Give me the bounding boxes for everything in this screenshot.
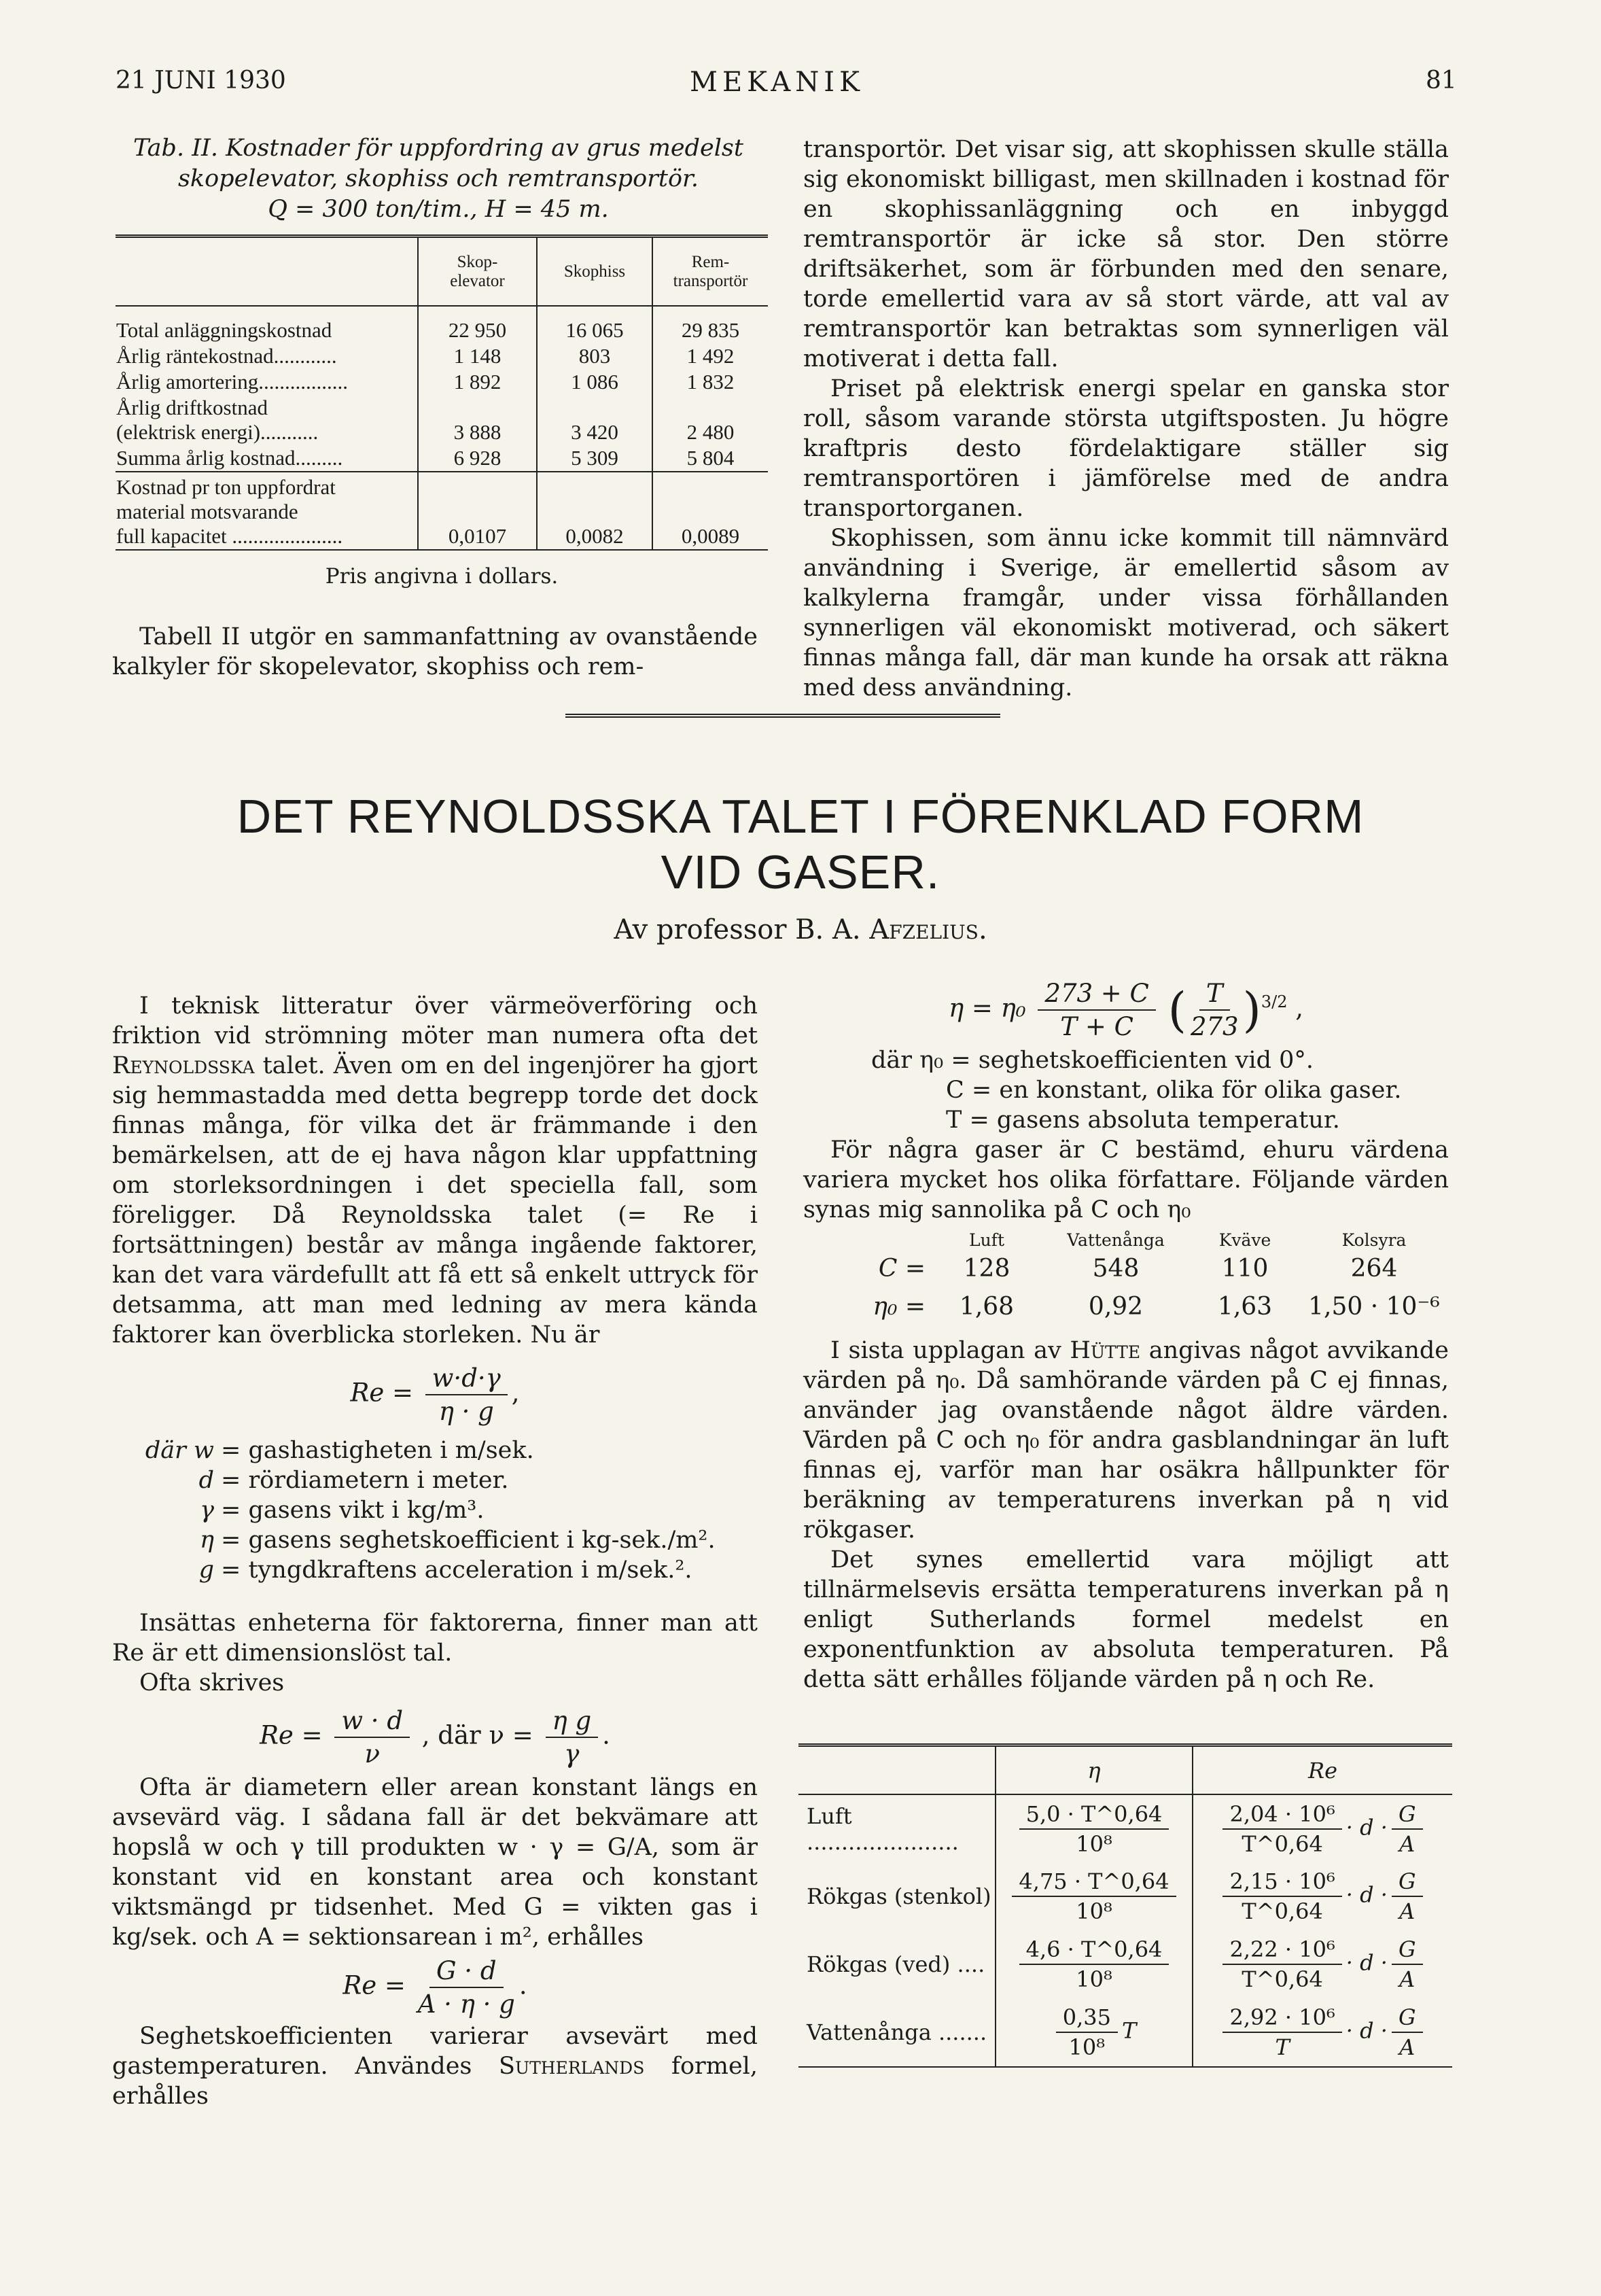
- eta-value: 1,63: [1217, 1293, 1273, 1321]
- multiplier: · d ·: [1345, 2017, 1388, 2044]
- definition-item: [112, 1465, 758, 1495]
- text-span: angivas något avvikande värden på η₀. Då samhörande värden på C ej finnas, använder jag ovanstående något äldre värden. Värden på C och η₀ för andra gasblandningar än luft finnas ej, varför man har osäkra hållpunkter för beräkning av temperaturens inverkan på η vid rökgaser.: [803, 1337, 1449, 1544]
- table2-note: Pris angivna i dollars.: [325, 564, 559, 589]
- equation-re-g: Re = $\frac{G \cdot d}{A \cdot \eta \cdot g}$ .: [342, 1956, 527, 2019]
- symbol: d: [198, 1467, 214, 1494]
- eta-value: 1,68: [959, 1293, 1015, 1321]
- table-row: [798, 1862, 1452, 1930]
- cell-value: 1 492: [686, 344, 735, 368]
- definition: = tyngdkraftens acceleration i m/sek.².: [221, 1556, 692, 1584]
- numerator: 4,6 · T^0,64: [1019, 1936, 1169, 1965]
- gas-header: Kolsyra: [1341, 1230, 1407, 1250]
- table-row: [116, 472, 768, 550]
- table-row: [116, 343, 768, 369]
- text-span: I sista upplagan av: [830, 1337, 1070, 1364]
- denominator: A: [1399, 1830, 1415, 1857]
- header-date: 21 JUNI 1930: [116, 67, 286, 94]
- table-row: [798, 1794, 1452, 1862]
- term-reynoldsska: Reynoldsska: [112, 1052, 255, 1079]
- definition-item: [112, 1436, 758, 1465]
- cell-value: 5 804: [686, 446, 735, 470]
- definition-item: T = gasens absoluta temperatur.: [946, 1107, 1340, 1134]
- cell-value: 1 148: [418, 343, 537, 369]
- fraction: [1012, 1868, 1176, 1924]
- paragraph: Ofta skrives: [139, 1669, 285, 1697]
- cell-value: 16 065: [537, 317, 652, 343]
- denominator: η · g: [438, 1397, 494, 1426]
- cell-value: 2 480: [686, 420, 735, 444]
- denominator: 10⁸: [1076, 1898, 1112, 1924]
- exponent: 3/2: [1261, 992, 1288, 1012]
- section-divider: [565, 714, 1000, 718]
- caption-line: Q = 300 ton/tim., H = 45 m.: [268, 196, 609, 223]
- numerator: 2,92 · 10⁶: [1222, 2004, 1341, 2033]
- cell-value: 1 086: [537, 369, 652, 395]
- eq-lhs: Re =: [350, 1378, 413, 1408]
- byline-prefix: Av professor B. A.: [614, 914, 870, 945]
- eta-value: 1,50 · 10⁻⁶: [1308, 1293, 1440, 1321]
- cell-value: 803: [537, 343, 652, 369]
- numerator: w·d·γ: [425, 1363, 508, 1395]
- article-title: [0, 788, 1601, 900]
- numerator: G: [1392, 1801, 1423, 1830]
- row-label: Total anläggningskostnad: [116, 317, 418, 343]
- definition-item: [112, 1555, 758, 1585]
- row-label: Vattenånga .......: [798, 1998, 996, 2066]
- fraction: [334, 1706, 410, 1769]
- fraction: [425, 1363, 508, 1426]
- title-line: DET REYNOLDSSKA TALET I FÖRENKLAD FORM: [236, 790, 1365, 843]
- fraction: [1191, 979, 1239, 1041]
- term-sutherlands: Sutherlands: [499, 2053, 645, 2080]
- denominator: A · η · g: [417, 1989, 515, 2019]
- fraction: [1019, 1801, 1169, 1857]
- row-label: η₀ =: [873, 1293, 926, 1321]
- paragraph: [112, 991, 758, 1350]
- definition-item: [112, 1495, 758, 1525]
- numerator: 273 + C: [1038, 979, 1155, 1011]
- numerator: w · d: [334, 1706, 410, 1738]
- numerator: G · d: [429, 1956, 504, 1988]
- row-label: Kostnad pr ton uppfordrat material motsvarande full kapacitet .....................: [116, 472, 418, 550]
- definition-list: [112, 1436, 758, 1585]
- cell-value: 1 892: [418, 369, 537, 395]
- fraction: [1038, 979, 1155, 1041]
- header-journal: MEKANIK: [690, 67, 864, 98]
- denominator: ν: [364, 1739, 380, 1769]
- definition-item: [112, 1525, 758, 1555]
- header-page-number: 81: [1426, 67, 1457, 94]
- row-label: Rökgas (ved) ....: [798, 1930, 996, 1998]
- paragraph: För några gaser är C bestämd, ehuru värdena variera mycket hos olika författare. Följande värden synas mig sannolika på C och η₀: [803, 1136, 1449, 1223]
- numerator: G: [1392, 1868, 1423, 1897]
- eq-lhs: Re =: [342, 1970, 406, 2000]
- top-right-column: [803, 135, 1449, 703]
- numerator: G: [1392, 1936, 1423, 1965]
- col-header-remtransportor: Rem- transportör: [673, 252, 748, 290]
- multiplier: · d ·: [1345, 1881, 1388, 1908]
- fraction: [1222, 1936, 1341, 1992]
- col-header-re: Re: [1307, 1757, 1338, 1784]
- fraction: [1222, 2004, 1341, 2060]
- cell-value: 0,0089: [681, 524, 740, 548]
- numerator: 5,0 · T^0,64: [1019, 1801, 1169, 1830]
- row-label: Rökgas (stenkol): [798, 1862, 996, 1930]
- fraction: [1392, 2004, 1423, 2060]
- symbol: där w: [145, 1437, 214, 1464]
- gas-header: Vattenånga: [1067, 1230, 1165, 1250]
- table-row: [798, 1998, 1452, 2066]
- gas-header: Kväve: [1218, 1230, 1271, 1250]
- denominator: 10⁸: [1076, 1830, 1112, 1857]
- eq-lhs: Re =: [260, 1720, 323, 1750]
- row-label: Luft ......................: [798, 1794, 996, 1862]
- paragraph: Priset på elektrisk energi spelar en ganska stor roll, såsom varande största utgiftsposten. Ju högre kraftpris desto fördelaktigare ställer sig remtransportören i jämförelse med de andra transportorganen.: [803, 375, 1449, 522]
- table2-summary: Tabell II utgör en sammanfattning av ovanstående kalkyler för skopelevator, skophiss och rem-: [112, 623, 758, 680]
- definition-item: där η₀ = seghetskoefficienten vid 0°.: [871, 1047, 1314, 1074]
- text-span: formel, erhålles: [112, 2053, 758, 2110]
- article-right-column: [803, 979, 1449, 1694]
- cell-value: 3 888: [418, 395, 537, 445]
- eta-tail: T: [1121, 2017, 1137, 2044]
- c-value: 110: [1221, 1255, 1269, 1283]
- paragraph: Ofta är diametern eller arean konstant längs en avsevärd väg. I sådana fall är det bekvämare att hopslå w och γ till produkten w · γ = G/A, som är konstant vid en konstant area och konstant viktsmängd pr tidsenhet. Med G = vikten gas i kg/sek. och A = sektionsarean i m², erhålles: [112, 1774, 758, 1951]
- cell-value: 0,0107: [418, 472, 537, 550]
- equation-re-nu: Re = $\frac{w \cdot d}{\nu}$ , där ν = $\frac{\text{η g}}{\gamma}$ .: [260, 1706, 610, 1769]
- equation-re: Re = $\frac{w\cdot d\cdot\gamma}{\eta \cdot g}$ ,: [350, 1363, 520, 1426]
- denominator: A: [1399, 1966, 1415, 1992]
- denominator: 10⁸: [1076, 1966, 1112, 1992]
- c-value: 548: [1092, 1255, 1140, 1283]
- equation-sutherland: η = η₀ $\frac{273 + C}{T + C}$ ( $\frac{T}{273}$ )$^{3/2}$ ,: [948, 979, 1304, 1041]
- article-byline: [0, 914, 1601, 945]
- fraction: [1222, 1801, 1341, 1857]
- definition-list: [803, 1045, 1449, 1135]
- title-line: VID GASER.: [661, 846, 940, 899]
- cell-value: 1 832: [686, 370, 735, 394]
- cell-value: 5 309: [537, 445, 652, 472]
- paren-open: (: [1167, 982, 1186, 1038]
- paragraph: Insättas enheterna för faktorerna, finner man att Re är ett dimensionslöst tal.: [112, 1610, 758, 1667]
- fraction: [1019, 1936, 1169, 1992]
- gas-header: Luft: [968, 1230, 1004, 1250]
- col-header-eta: η: [996, 1747, 1193, 1794]
- row-label: Årlig driftkostnad (elektrisk energi)...........: [116, 395, 418, 445]
- numerator: 2,04 · 10⁶: [1222, 1801, 1341, 1830]
- symbol: η: [200, 1527, 214, 1554]
- paragraph: Skophissen, som ännu icke kommit till nämnvärd användning i Sverige, är emellertid såsom av kalkylerna framgår, under vissa förhållanden synnerligen väl ekonomiskt motiverad, och säkert finnas många fall, där man kunde ha orsak att räkna med dess användning.: [803, 525, 1449, 701]
- paragraph: [803, 1336, 1449, 1545]
- numerator: 2,22 · 10⁶: [1222, 1936, 1341, 1965]
- row-label: Årlig amortering.................: [116, 369, 418, 395]
- eta-value: 0,92: [1088, 1293, 1144, 1321]
- numerator: G: [1392, 2004, 1423, 2033]
- paragraph: Det synes emellertid vara möjligt att tillnärmelsevis ersätta temperaturens inverkan på η enligt Sutherlands formel medelst en exponentfunktion av absoluta temperaturen. På detta sätt erhålles följande värden på η och Re.: [803, 1546, 1449, 1693]
- numerator: η g: [546, 1706, 599, 1738]
- cell-value: 0,0082: [537, 472, 652, 550]
- cell-value: 22 950: [418, 317, 537, 343]
- article-left-column: [112, 991, 758, 2111]
- row-label: Summa årlig kostnad.........: [116, 445, 418, 472]
- definition: = rördiametern i meter.: [221, 1467, 509, 1494]
- paren-close: ): [1242, 982, 1261, 1038]
- symbol: γ: [200, 1497, 214, 1524]
- denominator: 10⁸: [1068, 2034, 1106, 2060]
- col-header-skophiss: Skophiss: [537, 238, 652, 306]
- fraction: [418, 1956, 515, 2019]
- term-hutte: Hütte: [1070, 1337, 1141, 1364]
- row-label: C =: [878, 1255, 926, 1283]
- numerator: 4,75 · T^0,64: [1012, 1868, 1176, 1897]
- fraction: [546, 1706, 599, 1769]
- denominator: A: [1399, 2034, 1415, 2060]
- table-row: [116, 317, 768, 343]
- col-header-skopelevator: Skop- elevator: [418, 238, 537, 306]
- numerator: 2,15 · 10⁶: [1222, 1868, 1341, 1897]
- denominator: T: [1275, 2034, 1290, 2060]
- cell-value: 3 420: [537, 395, 652, 445]
- denominator: A: [1399, 1898, 1415, 1924]
- table-row: [116, 395, 768, 445]
- definition: = gashastigheten i m/sek.: [221, 1437, 534, 1464]
- cell-value: 29 835: [681, 318, 740, 342]
- paragraph: [112, 2021, 758, 2111]
- eq-mid: , där ν =: [421, 1720, 533, 1750]
- eq-lhs: η = η₀: [948, 993, 1026, 1023]
- cell-value: 6 928: [418, 445, 537, 472]
- denominator: T^0,64: [1242, 1830, 1323, 1857]
- definition-item: C = en konstant, olika för olika gaser.: [946, 1077, 1402, 1104]
- text-span: Seghetskoefficienten varierar avsevärt med gastemperaturen. Användes: [112, 2023, 758, 2080]
- row-label: Årlig räntekostnad............: [116, 343, 418, 369]
- numerator: 0,35: [1056, 2004, 1118, 2033]
- caption-line: skopelevator, skophiss och remtransportör.: [177, 165, 699, 192]
- eta-re-table: [798, 1743, 1452, 2068]
- table2: [116, 234, 768, 551]
- fraction: [1056, 2004, 1118, 2060]
- fraction: [1392, 1868, 1423, 1924]
- c-value: 128: [963, 1255, 1010, 1283]
- table-row: [116, 369, 768, 395]
- fraction: [1392, 1936, 1423, 1992]
- gas-values: [803, 1250, 1449, 1326]
- definition: = gasens seghetskoefficient i kg-sek./m².: [221, 1527, 716, 1554]
- denominator: γ: [564, 1739, 580, 1769]
- symbol: g: [198, 1556, 214, 1584]
- caption-line: Tab. II. Kostnader för uppfordring av grus medelst: [133, 135, 743, 162]
- c-value: 264: [1350, 1255, 1398, 1283]
- fraction: [1222, 1868, 1341, 1924]
- text-span: I teknisk litteratur över värmeöverföring och friktion vid strömning möter man numera ofta det: [112, 992, 758, 1049]
- multiplier: · d ·: [1345, 1814, 1388, 1840]
- denominator: T^0,64: [1242, 1966, 1323, 1992]
- fraction: [1392, 1801, 1423, 1857]
- numerator: T: [1199, 979, 1230, 1011]
- denominator: T^0,64: [1242, 1898, 1323, 1924]
- definition: = gasens vikt i kg/m³.: [221, 1497, 485, 1524]
- gas-header-row: [803, 1230, 1449, 1250]
- paragraph: transportör. Det visar sig, att skophissen skulle ställa sig ekonomiskt billigast, men skillnaden i kostnad för en skophissanläggning och en inbyggd remtransportör är icke så stor. Den större driftsäkerhet, som är förbunden med den senare, torde emellertid vara av så stort värde, att val av remtransportör kan betraktas som synnerligen väl motiverat i detta fall.: [803, 136, 1449, 372]
- denominator: T + C: [1060, 1012, 1133, 1041]
- text-span: talet. Även om en del ingenjörer ha gjort sig hemmastadda med detta begrepp torde det dock finnas många, för vilka det är främmande i den bemärkelsen, att de ej hava någon klar uppfattning om storleksordningen i det speciella fall, som föreligger. Då Reynoldsska talet (= Re i fortsättningen) består av många ingående faktorer, kan det vara värdefullt att få ett så enkelt uttryck för detsamma, att man med ledning av mera kända faktorer kan överblicka storleken. Nu är: [112, 1052, 758, 1349]
- table-row: [798, 1930, 1452, 1998]
- multiplier: · d ·: [1345, 1949, 1388, 1976]
- table-row: [116, 445, 768, 472]
- author-name: Afzelius.: [869, 914, 987, 945]
- table2-caption: [112, 133, 764, 225]
- denominator: 273: [1190, 1012, 1239, 1041]
